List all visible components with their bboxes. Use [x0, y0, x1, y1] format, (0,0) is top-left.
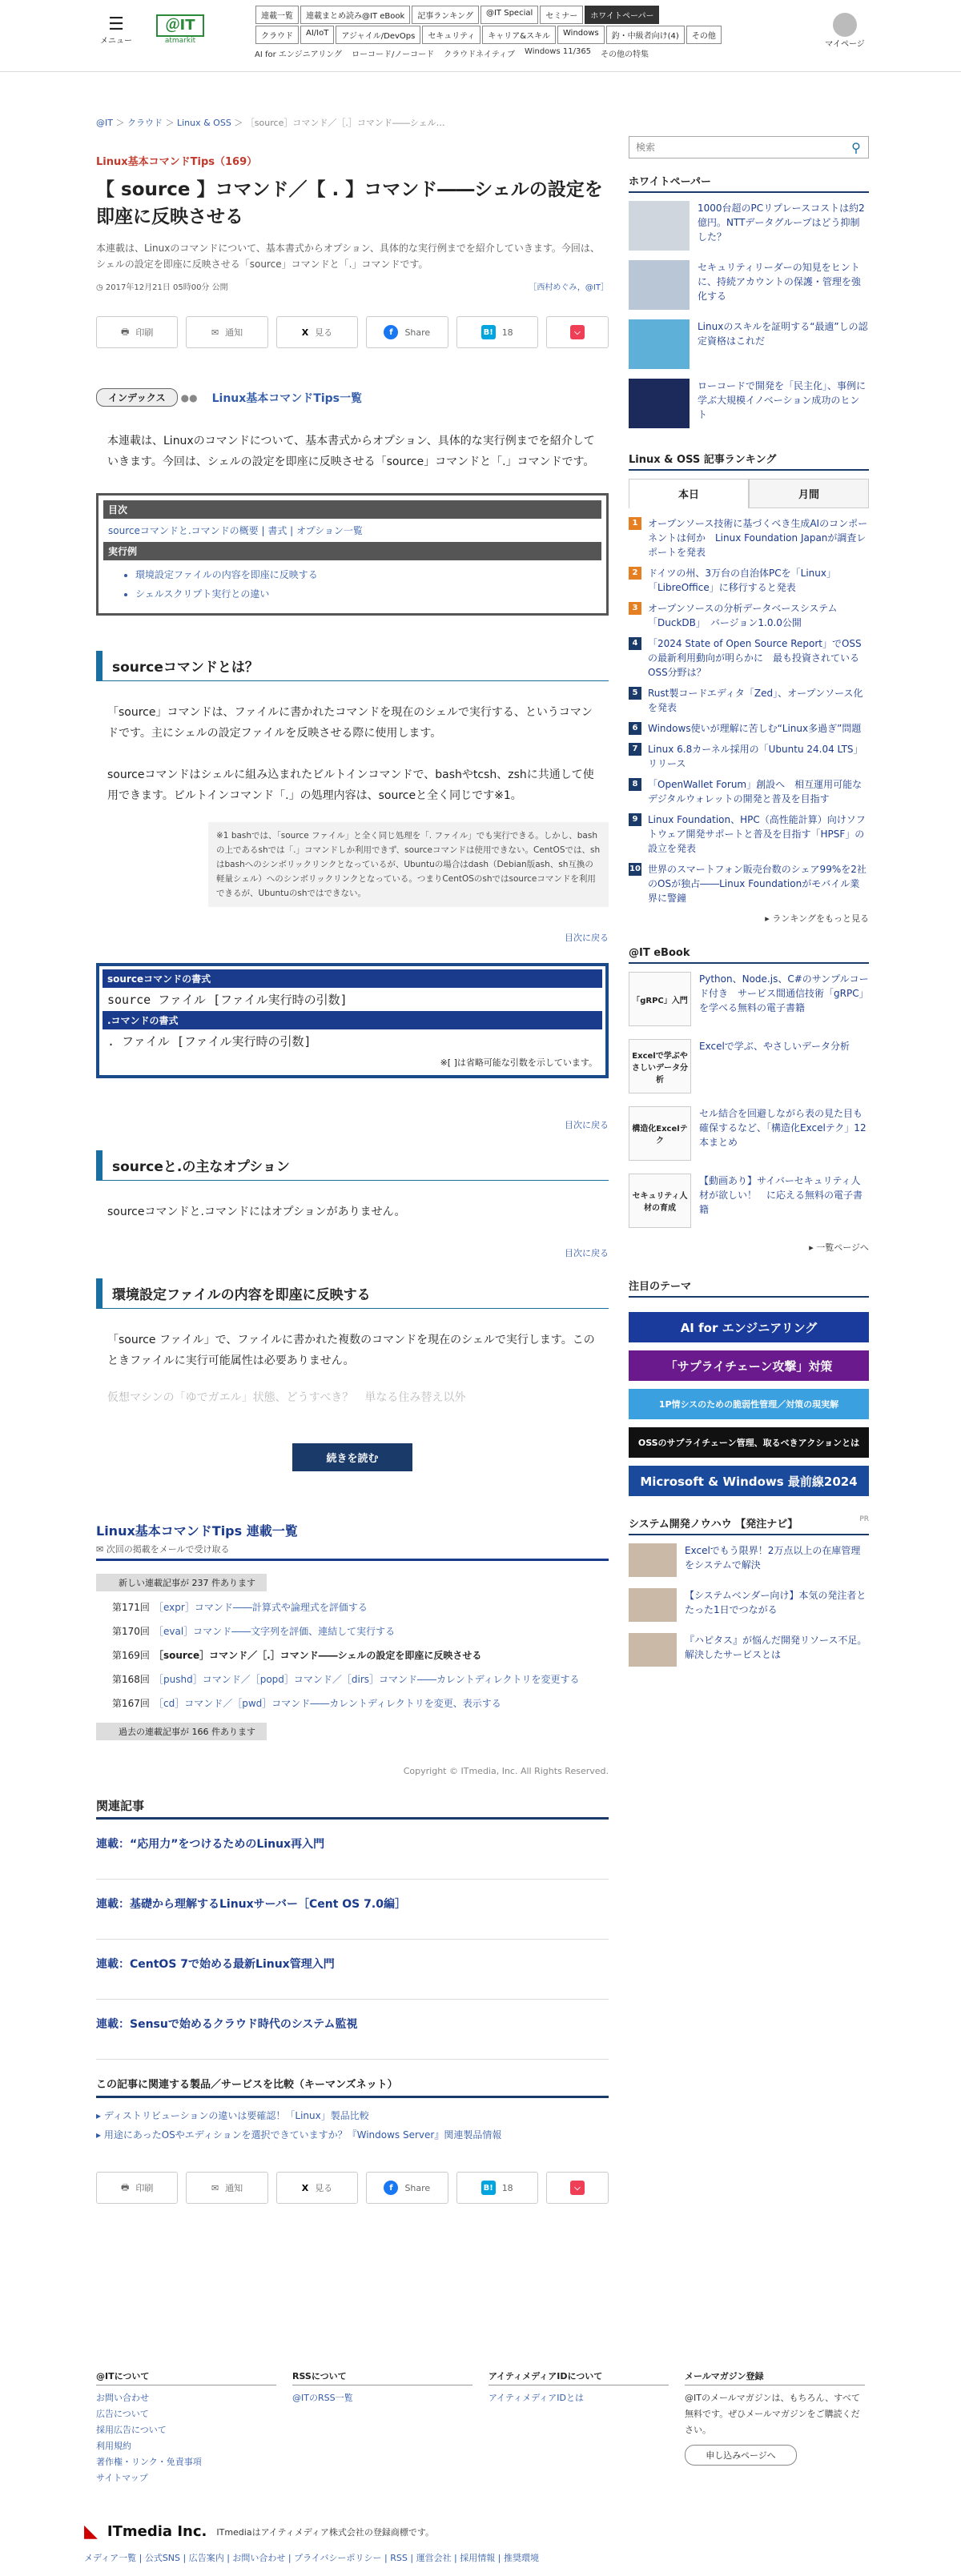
series-number: 第167回: [112, 1698, 150, 1709]
syntax-heading: sourceコマンドの書式: [103, 969, 602, 988]
footer-heading: RSSについて: [292, 2369, 472, 2385]
sidebar: [629, 136, 869, 1678]
ebook-more-link[interactable]: ▸ 一覧ページへ: [809, 1242, 869, 1253]
rank-number: 2: [629, 567, 641, 580]
index-dots-icon: ●●: [180, 391, 198, 403]
facebook-icon: f: [384, 2181, 398, 2195]
pocket-button[interactable]: [546, 316, 609, 348]
back-to-toc-link[interactable]: 目次に戻る: [565, 933, 609, 943]
navi-title[interactable]: Excelでもう限界！2万点以上の在庫管理をシステムで解決: [685, 1545, 861, 1571]
share-bar-bottom: [96, 2172, 609, 2204]
related-link[interactable]: 連載：Sensuで始めるクラウド時代のシステム監視: [96, 2016, 609, 2060]
corp-desc: ITmediaはアイティメディア株式会社の登録商標です。: [216, 2526, 434, 2538]
rank-number: 9: [629, 813, 641, 826]
paragraph: sourceコマンドはシェルに組み込まれたビルトインコマンドで、bashやtcsh、zshに共通して使用できます。ビルトインコマンド「.」の処理内容は、sourceと全く同じです※1。: [107, 768, 594, 802]
whitepaper-list: [629, 201, 869, 431]
section-heading: 環境設定ファイルの内容を即座に反映する: [96, 1278, 609, 1309]
rank-number: 8: [629, 778, 641, 791]
list-item[interactable]: [96, 1695, 609, 1711]
whitepaper-thumbnail[interactable]: [629, 260, 690, 310]
nav-item[interactable]: AI/IoT: [300, 26, 334, 44]
footer-link[interactable]: @ITのRSS一覧: [292, 2393, 353, 2403]
hatena-icon: B!: [481, 325, 496, 339]
toc-heading: 目次: [103, 500, 601, 519]
nav-item[interactable]: キャリア&スキル: [482, 26, 556, 44]
breadcrumb-item: ［source］コマンド／［.］コマンド――シェル…: [245, 118, 445, 128]
ranking-item[interactable]: [629, 742, 869, 771]
nav-item[interactable]: ホワイトペーパー: [585, 6, 659, 24]
series-title[interactable]: ［cd］コマンド／［pwd］コマンド――カレントディレクトリを変更、表示する: [154, 1698, 501, 1709]
search-icon[interactable]: ⚲: [851, 139, 861, 155]
navi-list: [629, 1543, 869, 1668]
corporate-footer: [84, 2522, 877, 2564]
arrow-icon: ▸: [96, 2129, 104, 2141]
sub-nav-link[interactable]: AI for エンジニアリング: [255, 50, 343, 59]
related-heading: 関連記事: [96, 1797, 609, 1820]
series-number: 第171回: [112, 1602, 150, 1613]
nav-item[interactable]: @IT Special: [480, 6, 538, 24]
toc-heading-examples: 実行例: [103, 542, 601, 560]
whitepaper-thumbnail[interactable]: [629, 319, 690, 369]
navi-item[interactable]: [629, 1633, 869, 1668]
ranking-title[interactable]: Windows使いが理解に苦しむ“Linux多過ぎ”問題: [648, 723, 862, 734]
facebook-icon: f: [384, 325, 398, 339]
x-label: 見る: [315, 327, 333, 338]
theme-heading: 注目のテーマ: [629, 1278, 869, 1298]
nav-item[interactable]: 連載一覧: [255, 6, 299, 24]
footer-link[interactable]: 著作権・リンク・免責事項: [96, 2457, 202, 2467]
footer-column: [292, 2369, 472, 2486]
ranking-title[interactable]: ドイツの州、3万台の自治体PCを「Linux」「LibreOffice」に移行すると発表: [648, 568, 836, 593]
ebook-title[interactable]: Excelで学ぶ、やさしいデータ分析: [699, 1041, 850, 1052]
ranking-list: [629, 516, 869, 905]
hamburger-icon: ☰: [108, 14, 124, 34]
ranking-more-link[interactable]: ▸ ランキングをもっと見る: [765, 913, 869, 924]
ranking-title[interactable]: 「2024 State of Open Source Report」でOSSの最新利用動向が明らかに 最も投資されているOSS分野は？: [648, 638, 862, 678]
publish-date: ◷ 2017年12月21日 05時00分 公開: [96, 283, 228, 292]
related-link[interactable]: 連載：“応用力”をつけるためのLinux再入門: [96, 1836, 609, 1880]
theme-banners: [629, 1312, 869, 1496]
ebook-cover[interactable]: Excelで学ぶやさしいデータ分析: [629, 1039, 691, 1093]
mail-icon: ✉: [211, 2182, 219, 2193]
x-share-button[interactable]: [276, 316, 358, 348]
notify-label: 通知: [225, 2183, 243, 2193]
ebook-title[interactable]: Python、Node.js、C#のサンプルコード付き サービス間通信技術「gRPC」を学べる無料の電子書籍: [699, 973, 869, 1013]
back-to-toc-link[interactable]: 目次に戻る: [565, 1248, 609, 1258]
ebook-cover[interactable]: 「gRPC」入門: [629, 972, 691, 1026]
ranking-item[interactable]: [629, 813, 869, 856]
navi-title[interactable]: 『ハピタス』が悩んだ開発リソース不足。解決したサービスとは: [685, 1635, 867, 1660]
ranking-item[interactable]: [629, 862, 869, 905]
ebook-title[interactable]: セル結合を回避しながら表の見た目も確保するなど、「構造化Excelテク」12本まとめ: [699, 1108, 867, 1148]
ebook-heading: @IT eBook: [629, 947, 869, 964]
series-title: ［source］コマンド／［.］コマンド――シェルの設定を即座に反映させる: [154, 1650, 482, 1661]
pocket-icon: ⌵: [570, 325, 585, 339]
series-number: 第169回: [112, 1650, 150, 1661]
fb-label: Share: [404, 327, 431, 338]
notify-label: 通知: [225, 327, 243, 338]
article-meta: [96, 280, 609, 292]
breadcrumb-item[interactable]: @IT: [96, 118, 113, 128]
faded-preview: [96, 1387, 609, 1427]
print-label: 印刷: [135, 2183, 154, 2193]
list-item: [96, 1647, 609, 1663]
whitepaper-thumbnail[interactable]: [629, 379, 690, 428]
tab-monthly[interactable]: 月間: [749, 479, 869, 508]
ranking-title[interactable]: 「OpenWallet Forum」創設へ 相互運用可能なデジタルウォレットの開発と普及を目指す: [648, 779, 862, 804]
ranking-title[interactable]: 世界のスマートフォン販売台数のシェア99%を2社のOSが独占――Linux Foundationがモバイル業界に警鐘: [648, 864, 867, 904]
section-heading: sourceコマンドとは？: [96, 651, 609, 681]
series-title[interactable]: ［pushd］コマンド／［popd］コマンド／［dirs］コマンド――カレントディレクトリを変更する: [154, 1674, 580, 1685]
nav-item[interactable]: その他: [686, 26, 722, 44]
hatena-count: 18: [501, 327, 513, 338]
x-label: 見る: [315, 2183, 333, 2193]
index-link[interactable]: Linux基本コマンドTips一覧: [211, 391, 362, 405]
rank-number: 5: [629, 687, 641, 700]
hatena-icon: B!: [481, 2181, 496, 2195]
compare-text[interactable]: ディストリビューションの違いは要確認！「Linux」製品比較: [103, 2110, 369, 2121]
printer-icon: 🖶: [120, 326, 130, 337]
series-number: 第170回: [112, 1626, 150, 1637]
back-to-toc-link[interactable]: 目次に戻る: [565, 1120, 609, 1130]
series-title[interactable]: ［expr］コマンド――計算式や論理式を評価する: [154, 1602, 368, 1613]
signup-button[interactable]: 申し込みページへ: [685, 2445, 797, 2466]
tab-today[interactable]: 本日: [629, 479, 749, 508]
series-mail-link[interactable]: ✉ 次回の掲載をメールで受け取る: [96, 1543, 609, 1561]
whitepaper-heading: ホワイトペーパー: [629, 173, 869, 193]
footer-column: [685, 2369, 865, 2486]
related-link[interactable]: 連載：CentOS 7で始める最新Linux管理入門: [96, 1956, 609, 2000]
printer-icon: 🖶: [120, 2181, 130, 2193]
x-icon: X: [301, 2182, 309, 2193]
related-list: [96, 1836, 609, 2060]
whitepaper-title[interactable]: セキュリティリーダーの知見をヒントに、持続アカウントの保護・管理を強化する: [698, 262, 861, 302]
ebook-item[interactable]: [629, 1106, 869, 1164]
nav-item[interactable]: セミナー: [540, 6, 583, 24]
mypage-label: マイページ: [825, 40, 865, 49]
breadcrumb-item[interactable]: Linux & OSS: [176, 118, 231, 128]
pocket-icon: ⌵: [570, 2181, 585, 2195]
compare-list: [96, 2106, 609, 2145]
article-lead: 本連載は、Linuxのコマンドについて、基本書式からオプション、具体的な実行例までを紹介していきます。今回は、シェルの設定を即座に反映させる「source」コマンドと「.」コマンドです。: [96, 243, 600, 270]
footer-link[interactable]: お問い合わせ: [96, 2393, 149, 2403]
syntax-line: source ファイル [ファイル実行時の引数]: [107, 993, 348, 1007]
x-icon: X: [301, 327, 309, 338]
ebook-item[interactable]: [629, 1174, 869, 1231]
table-of-contents: [96, 493, 609, 616]
nav-item[interactable]: 釣・中級者向け(4): [606, 26, 685, 44]
theme-banner[interactable]: OSSのサプライチェーン管理、取るべきアクションとは: [629, 1427, 869, 1458]
theme-banner[interactable]: 「サプライチェーン攻撃」対策: [629, 1350, 869, 1381]
mail-icon: ✉: [211, 327, 219, 338]
read-more-button[interactable]: 続きを読む: [292, 1443, 412, 1471]
footer-link[interactable]: 採用広告について: [96, 2425, 167, 2435]
corp-logo[interactable]: ITmedia Inc.: [107, 2523, 207, 2540]
footer-link[interactable]: サイトマップ: [96, 2473, 148, 2483]
toc-item[interactable]: • シェルスクリプト実行との違い: [135, 584, 601, 604]
arrow-icon: ▸: [96, 2110, 104, 2121]
notify-button[interactable]: [186, 2172, 267, 2204]
hatena-button[interactable]: [456, 2172, 538, 2204]
toc-links[interactable]: sourceコマンドと.コマンドの概要 | 書式 | オプション一覧: [108, 525, 363, 536]
rank-number: 4: [629, 637, 641, 650]
sub-nav-link[interactable]: Windows 11/365: [525, 47, 592, 56]
print-button[interactable]: [96, 2172, 178, 2204]
menu-button[interactable]: [100, 16, 132, 46]
whitepaper-title[interactable]: 1000台超のPCリプレースコストは約2億円。NTTデータグループはどう抑制した？: [698, 203, 865, 243]
site-logo[interactable]: [156, 14, 204, 45]
series-label[interactable]: Linux基本コマンドTips（169）: [96, 156, 258, 168]
search-input[interactable]: [629, 137, 844, 158]
logo-sub: atmarkit: [164, 37, 196, 45]
newer-articles-count[interactable]: 新しい連載記事が 237 件あります: [96, 1574, 267, 1591]
hatena-button[interactable]: [456, 316, 538, 348]
ranking-item[interactable]: [629, 777, 869, 806]
nav-item[interactable]: Windows: [557, 26, 605, 44]
whitepaper-thumbnail[interactable]: [629, 201, 690, 251]
whitepaper-item[interactable]: [629, 379, 869, 431]
navi-title[interactable]: 【システムベンダー向け】本気の発注者とたった1日でつながる: [685, 1590, 867, 1615]
compare-heading: この記事に関連する製品／サービスを比較（キーマンズネット）: [96, 2076, 609, 2098]
series-list-title[interactable]: Linux基本コマンドTips 連載一覧: [96, 1523, 298, 1539]
intro-paragraph: 本連載は、Linuxのコマンドについて、基本書式からオプション、具体的な実行例までを紹介していきます。今回は、シェルの設定を即座に反映させる「source」コマンドと「.」コマンドです。: [107, 435, 595, 468]
fb-label: Share: [404, 2182, 431, 2193]
paragraph: 「source」コマンドは、ファイルに書かれたコマンドを現在のシェルで実行する、というコマンドです。主にシェルの設定ファイルを反映させる際に使用します。: [107, 706, 593, 740]
series-number: 第168回: [112, 1674, 150, 1685]
facebook-share-button[interactable]: [366, 2172, 448, 2204]
ranking-title[interactable]: Linux Foundation、HPC（高性能計算）向けソフトウェア開発サポートと普及を目指す「HPSF」の設立を発表: [648, 814, 866, 854]
rank-number: 1: [629, 517, 641, 530]
ranking-item[interactable]: [629, 601, 869, 630]
share-bar: [96, 316, 609, 348]
syntax-heading: .コマンドの書式: [103, 1011, 602, 1029]
navi-item[interactable]: [629, 1543, 869, 1579]
paragraph: 「source ファイル」で、ファイルに書かれた複数のコマンドを現在のシェルで実行します。このときファイルに実行可能属性は必要ありません。: [107, 1334, 595, 1367]
section-heading: sourceと.の主なオプション: [96, 1150, 609, 1181]
preview-text: 仮想マシンの「ゆでガエル」状態、どうすべき？ 単なる住み替え以外: [107, 1391, 466, 1404]
series-list: [96, 1599, 609, 1711]
syntax-box: [96, 963, 609, 1078]
nav-item[interactable]: アジャイル/DevOps: [336, 26, 420, 44]
nav-item[interactable]: クラウド: [255, 26, 299, 44]
breadcrumb-item[interactable]: クラウド: [127, 118, 163, 128]
ebook-item[interactable]: [629, 1039, 869, 1097]
footer-link[interactable]: 広告について: [96, 2409, 149, 2419]
ebook-item[interactable]: [629, 972, 869, 1029]
related-link[interactable]: 連載：基礎から理解するLinuxサーバー［Cent OS 7.0編］: [96, 1896, 609, 1940]
ranking-title[interactable]: Linux 6.8カーネル採用の「Ubuntu 24.04 LTS」リリース: [648, 744, 863, 769]
whitepaper-item[interactable]: [629, 260, 869, 313]
author[interactable]: ［西村めぐみ，@IT］: [529, 283, 609, 292]
corp-links[interactable]: メディア一覧 | 公式SNS | 広告案内 | お問い合わせ | プライバシーポリシー | RSS | 運営会社 | 採用情報 | 推奨環境: [84, 2553, 539, 2563]
sub-nav-link[interactable]: その他の特集: [601, 50, 649, 59]
footer-heading: @ITについて: [96, 2369, 276, 2385]
print-label: 印刷: [135, 327, 154, 338]
list-item[interactable]: [96, 1671, 609, 1687]
print-button[interactable]: [96, 316, 178, 348]
compare-link[interactable]: [96, 2106, 609, 2125]
ebook-cover[interactable]: 構造化Excelテク: [629, 1106, 691, 1161]
whitepaper-item[interactable]: [629, 319, 869, 372]
ranking-item[interactable]: [629, 721, 869, 736]
ebook-list: [629, 972, 869, 1231]
footer-link[interactable]: 利用規約: [96, 2441, 131, 2451]
series-title[interactable]: ［eval］コマンド――文字列を評価、連結して実行する: [154, 1626, 396, 1637]
notify-button[interactable]: [186, 316, 267, 348]
footer-link: @ITのメールマガジンは、もちろん、すべて無料です。ぜひメールマガジンをご購読ください。: [685, 2393, 860, 2435]
whitepaper-title[interactable]: ローコードで開発を「民主化」、事例に学ぶ大規模イノベーション成功のヒント: [698, 380, 867, 420]
ranking-title[interactable]: オープンソース技術に基づくべき生成AIのコンポーネントは何か Linux Foundation Japanが調査レポートを発表: [648, 518, 868, 558]
rank-number: 7: [629, 743, 641, 756]
footer-link[interactable]: アイティメディアIDとは: [489, 2393, 584, 2403]
theme-banner[interactable]: 1P情シスのための脆弱性管理／対策の現実解: [629, 1389, 869, 1419]
ranking-title[interactable]: Rust製コードエディタ「Zed」、オープンソース化を発表: [648, 688, 863, 713]
syntax-note: ※[ ]は省略可能な引数を示しています。: [440, 1057, 597, 1068]
rank-number: 3: [629, 602, 641, 615]
nav-item[interactable]: 連載まとめ読み@IT eBook: [300, 6, 410, 24]
hatena-count: 18: [501, 2182, 513, 2193]
navi-item[interactable]: [629, 1588, 869, 1623]
theme-banner[interactable]: Microsoft & Windows 最前線2024: [629, 1466, 869, 1496]
ranking-title[interactable]: オープンソースの分析データベースシステム「DuckDB」 バージョン1.0.0公開: [648, 603, 838, 628]
logo-mark: ＠IT: [156, 14, 204, 37]
rank-number: 6: [629, 722, 641, 735]
navi-thumbnail[interactable]: [629, 1543, 677, 1577]
ranking-item[interactable]: [629, 516, 869, 560]
site-header: [0, 0, 961, 72]
pr-label: PR: [859, 1515, 869, 1523]
list-item[interactable]: [96, 1599, 609, 1615]
ebook-cover[interactable]: セキュリティ人材の育成: [629, 1174, 691, 1228]
syntax-line: . ファイル [ファイル実行時の引数]: [107, 1034, 312, 1049]
itmedia-logo-icon: ◣: [84, 2522, 98, 2542]
nav-item[interactable]: 記事ランキング: [412, 6, 479, 24]
ranking-item[interactable]: [629, 636, 869, 680]
copyright: Copyright © ITmedia, Inc. All Rights Reserved.: [403, 1766, 609, 1776]
ranking-item[interactable]: [629, 686, 869, 715]
index-line: [96, 388, 609, 407]
global-nav: [255, 5, 722, 59]
breadcrumb: @IT ＞ クラウド ＞ Linux & OSS ＞ ［source］コマンド／［.］コマンド――シェル…: [96, 118, 445, 128]
footer: [96, 2369, 865, 2486]
footer-column: [489, 2369, 669, 2486]
nav-item[interactable]: セキュリティ: [422, 26, 480, 44]
pocket-button[interactable]: [546, 2172, 609, 2204]
search-box: [629, 136, 869, 158]
menu-label: メニュー: [100, 37, 132, 46]
sub-nav-link[interactable]: クラウドネイティブ: [444, 50, 516, 59]
toc-item[interactable]: • 環境設定ファイルの内容を即座に反映する: [135, 565, 601, 584]
older-articles-count[interactable]: 過去の連載記事が 166 件あります: [96, 1723, 267, 1740]
ranking-tabs: [629, 479, 869, 508]
list-item[interactable]: [96, 1623, 609, 1639]
rank-number: 10: [629, 863, 641, 876]
footer-heading: メールマガジン登録: [685, 2369, 865, 2385]
user-icon: [833, 13, 857, 37]
footer-column: [96, 2369, 276, 2486]
x-share-button[interactable]: [276, 2172, 358, 2204]
navi-thumbnail[interactable]: [629, 1633, 677, 1667]
paragraph: sourceコマンドと.コマンドにはオプションがありません。: [107, 1206, 406, 1218]
footer-heading: アイティメディアIDについて: [489, 2369, 669, 2385]
ebook-title[interactable]: 【動画あり】サイバーセキュリティ人材が欲しい！ に応える無料の電子書籍: [699, 1175, 863, 1215]
compare-text[interactable]: 用途にあったOSやエディションを選択できていますか？『Windows Server』関連製品情報: [103, 2129, 502, 2141]
mypage-button[interactable]: [825, 13, 865, 49]
theme-banner[interactable]: AI for エンジニアリング: [629, 1312, 869, 1342]
sub-nav-link[interactable]: ローコード/ノーコード: [352, 50, 435, 59]
compare-link[interactable]: [96, 2125, 609, 2145]
toc-list: [103, 560, 601, 608]
ranking-heading: Linux & OSS 記事ランキング: [629, 451, 869, 471]
page-title: 【 source 】コマンド／【 . 】コマンド――シェルの設定を即座に反映させる: [96, 179, 603, 227]
facebook-share-button[interactable]: [366, 316, 448, 348]
whitepaper-title[interactable]: Linuxのスキルを証明する“最適”しの認定資格はこれだ: [698, 321, 868, 347]
navi-heading: システム開発ノウハウ 【発注ナビ】 PR: [629, 1515, 869, 1535]
whitepaper-item[interactable]: [629, 201, 869, 254]
index-tag: インデックス: [96, 388, 178, 407]
navi-thumbnail[interactable]: [629, 1588, 677, 1622]
ranking-item[interactable]: [629, 566, 869, 595]
article-main: [96, 116, 609, 2244]
footnote: ※1 bashでは、「source ファイル」と全く同じ処理を「. ファイル」でも実行できる。しかし、bashの上であるshでは「.」コマンドしか利用できず、sourceコマンドは使用できない。CentOSでは、shはbashへのシンボリックリンクとなっているが、Ubuntuの場合はdash（Debian版ash、sh互換の軽量シェル）へのシンボリックリンクとなっている。つまりCentOSのshではsourceコマンドを利用できるが、Ubuntuのshではできない。: [208, 822, 609, 907]
